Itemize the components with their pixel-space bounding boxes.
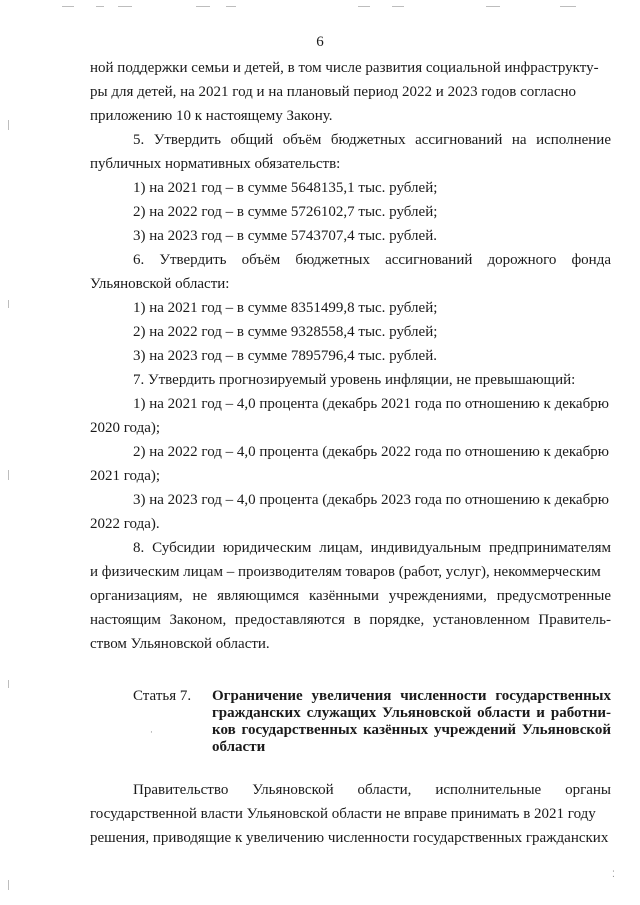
scan-artifact-left [8,470,9,480]
scan-artifact-top [486,6,500,7]
text-line: Правительство Ульяновской области, исполнительные органы [133,782,611,798]
article-title-line: гражданских служащих Ульяновской области и работни- [212,705,611,721]
text-line: 2022 года). [90,516,160,532]
scan-artifact-left [8,120,9,130]
text-line: 3) на 2023 год – в сумме 7895796,4 тыс. рублей. [133,348,437,364]
text-line: и физическим лицам – производителям товаров (работ, услуг), некоммерческим [90,564,601,580]
text-line: 2) на 2022 год – в сумме 9328558,4 тыс. рублей; [133,324,438,340]
text-line: решения, приводящие к увеличению численности государственных гражданских [90,830,609,846]
text-line: ной поддержки семьи и детей, в том числе развития социальной инфраструкту- [90,60,599,76]
scan-artifact-top [118,6,132,7]
text-line: 7. Утвердить прогнозируемый уровень инфляции, не превышающий: [133,372,576,388]
scan-artifact-top [560,6,576,7]
scan-artifact-top [392,6,404,7]
text-line: 2) на 2022 год – в сумме 5726102,7 тыс. рублей; [133,204,438,220]
scan-artifact-top [196,6,210,7]
text-line: публичных нормативных обязательств: [90,156,341,172]
article-title-line: области [212,739,266,755]
text-line: ры для детей, на 2021 год и на плановый период 2022 и 2023 годов согласно [90,84,577,100]
scan-artifact-top [96,6,104,7]
text-line: 2021 года); [90,468,161,484]
scan-artifact-left [8,880,9,890]
text-line: 1) на 2021 год – в сумме 8351499,8 тыс. рублей; [133,300,438,316]
text-line: 5. Утвердить общий объём бюджетных ассигнований на исполнение [133,132,611,148]
text-line: Ульяновской области: [90,276,230,292]
scan-speck: ⁚ [612,870,615,880]
text-line: 2) на 2022 год – 4,0 процента (декабрь 2022 года по отношению к декабрю [133,444,609,460]
scan-artifact-top [226,6,236,7]
text-line: 3) на 2023 год – 4,0 процента (декабрь 2023 года по отношению к декабрю [133,492,609,508]
article-title-line: ков государственных казённых учреждений Ульяновской [212,722,611,738]
text-line: 3) на 2023 год – в сумме 5743707,4 тыс. рублей. [133,228,437,244]
scan-speck: · [150,728,153,738]
scan-artifact-top [62,6,74,7]
text-line: государственной власти Ульяновской области не вправе принимать в 2021 году [90,806,596,822]
text-line: ством Ульяновской области. [90,636,270,652]
article-title-line: Ограничение увеличения численности государственных [212,688,611,704]
text-line: 1) на 2021 год – 4,0 процента (декабрь 2021 года по отношению к декабрю [133,396,609,412]
scan-artifact-top [358,6,370,7]
scan-artifact-left [8,300,9,308]
text-line: настоящим Законом, предоставляются в порядке, установленном Правитель- [90,612,611,628]
text-line: организациям, не являющимся казёнными учреждениями, предусмотренные [90,588,611,604]
article-label: Статья 7. [133,688,192,704]
page-number: 6 [316,34,324,50]
scan-artifact-left [8,680,9,688]
text-line: 2020 года); [90,420,161,436]
text-line: 6. Утвердить объём бюджетных ассигнований дорожного фонда [133,252,611,268]
text-line: 1) на 2021 год – в сумме 5648135,1 тыс. рублей; [133,180,438,196]
text-line: приложению 10 к настоящему Закону. [90,108,333,124]
text-line: 8. Субсидии юридическим лицам, индивидуальным предпринимателям [133,540,611,556]
